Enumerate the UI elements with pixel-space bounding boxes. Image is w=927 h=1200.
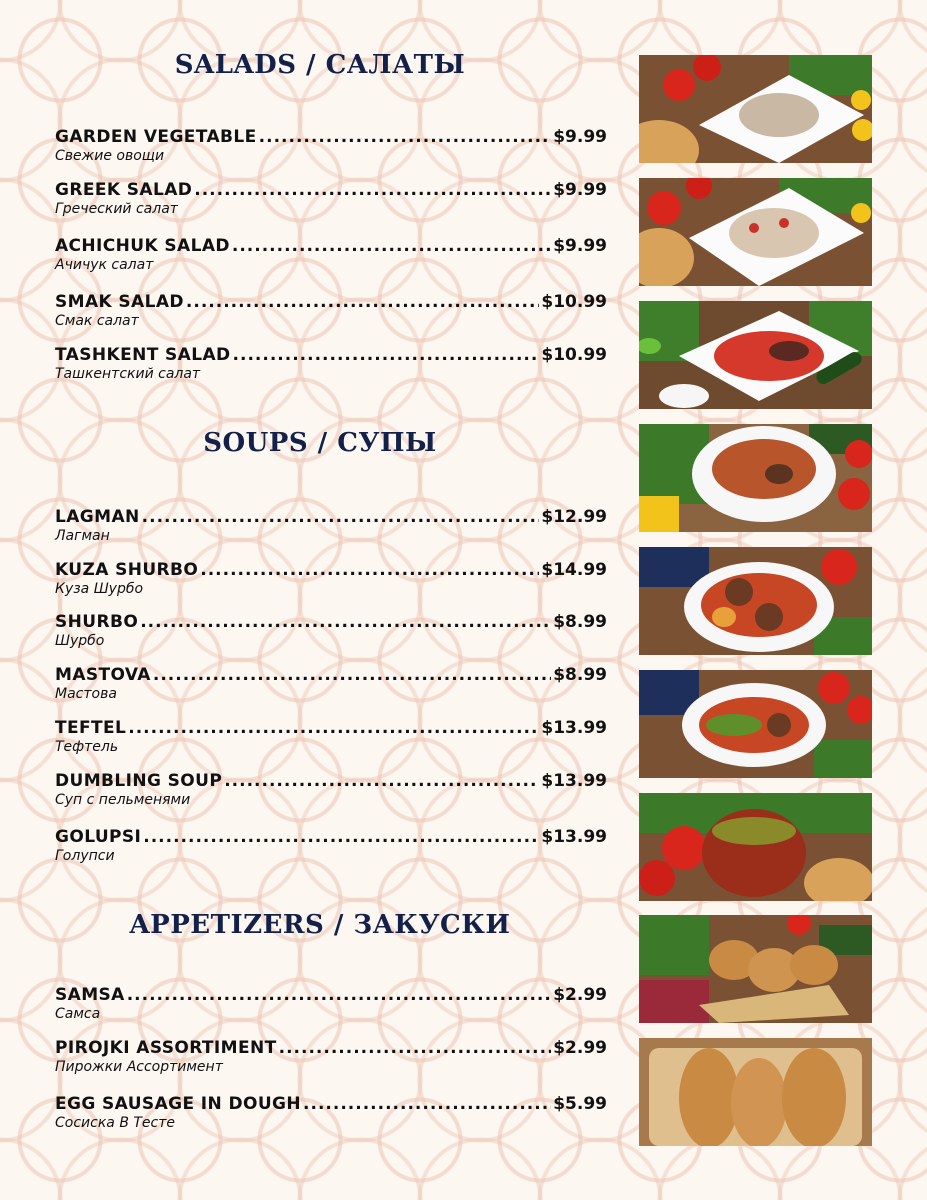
menu-item: [55, 560, 607, 597]
dot-leader: [128, 718, 539, 738]
item-price: $10.99: [541, 292, 607, 312]
item-name: PIROJKI ASSORTIMENT: [55, 1038, 277, 1058]
item-subtitle: Ташкентский салат: [55, 366, 201, 382]
tomato-salad-photo: [639, 301, 872, 409]
item-name: LAGMAN: [55, 507, 140, 527]
item-subtitle: Шурбо: [55, 633, 105, 649]
menu-item: [55, 236, 607, 273]
meatball-bowl-photo: [639, 547, 872, 655]
dot-leader: [142, 507, 540, 527]
item-price: $5.99: [553, 1094, 607, 1114]
item-subtitle: Смак салат: [55, 313, 139, 329]
item-name: TASHKENT SALAD: [55, 345, 231, 365]
dot-leader: [143, 827, 539, 847]
item-subtitle: Ачичук салат: [55, 257, 154, 273]
item-price: $2.99: [553, 985, 607, 1005]
item-name: ACHICHUK SALAD: [55, 236, 230, 256]
dot-leader: [153, 665, 551, 685]
item-price: $13.99: [541, 771, 607, 791]
salad-plate-photo: [639, 178, 872, 286]
dot-leader: [233, 345, 540, 365]
item-price: $13.99: [541, 827, 607, 847]
item-subtitle: Лагман: [55, 528, 110, 544]
dot-leader: [224, 771, 539, 791]
item-name: KUZA SHURBO: [55, 560, 199, 580]
menu-item: [55, 827, 607, 864]
item-price: $2.99: [553, 1038, 607, 1058]
menu-item: [55, 771, 607, 808]
item-subtitle: Суп с пельменями: [55, 792, 191, 808]
samsa-pastry-photo: [639, 915, 872, 1023]
menu-item: [55, 292, 607, 329]
dot-leader: [186, 292, 539, 312]
item-name: SAMSA: [55, 985, 125, 1005]
dot-leader: [127, 985, 552, 1005]
item-name: MASTOVA: [55, 665, 151, 685]
section-title-salads: SALADS / САЛАТЫ: [174, 50, 466, 80]
item-price: $13.99: [541, 718, 607, 738]
item-name: GREEK SALAD: [55, 180, 193, 200]
item-price: $9.99: [553, 127, 607, 147]
menu-item: [55, 507, 607, 544]
dot-leader: [259, 127, 552, 147]
menu-item: [55, 1038, 607, 1075]
item-subtitle: Тефтель: [55, 739, 119, 755]
dot-leader: [140, 612, 551, 632]
item-price: $8.99: [553, 612, 607, 632]
menu-item: [55, 665, 607, 702]
item-name: SMAK SALAD: [55, 292, 184, 312]
item-subtitle: Самса: [55, 1006, 101, 1022]
item-name: SHURBO: [55, 612, 139, 632]
item-price: $12.99: [541, 507, 607, 527]
stuffed-pepper-bowl-photo: [639, 670, 872, 778]
pirojki-bread-photo: [639, 1038, 872, 1146]
clay-pot-soup-photo: [639, 793, 872, 901]
menu-item: [55, 180, 607, 217]
dot-leader: [232, 236, 551, 256]
menu-item: [55, 612, 607, 649]
dot-leader: [303, 1094, 551, 1114]
menu-item: [55, 718, 607, 755]
item-name: GARDEN VEGETABLE: [55, 127, 257, 147]
item-subtitle: Пирожки Ассортимент: [55, 1059, 223, 1075]
dot-leader: [200, 560, 539, 580]
section-title-soups: SOUPS / СУПЫ: [203, 428, 437, 458]
item-subtitle: Голупси: [55, 848, 115, 864]
salad-plate-photo: [639, 55, 872, 163]
item-price: $8.99: [553, 665, 607, 685]
item-subtitle: Куза Шурбо: [55, 581, 144, 597]
item-price: $9.99: [553, 236, 607, 256]
menu-item: [55, 345, 607, 382]
menu-item: [55, 127, 607, 164]
item-subtitle: Мастова: [55, 686, 117, 702]
item-price: $14.99: [541, 560, 607, 580]
item-subtitle: Сосиска В Тесте: [55, 1115, 176, 1131]
item-price: $10.99: [541, 345, 607, 365]
item-name: GOLUPSI: [55, 827, 142, 847]
item-name: DUMBLING SOUP: [55, 771, 223, 791]
item-subtitle: Греческий салат: [55, 201, 178, 217]
dot-leader: [194, 180, 551, 200]
menu-item: [55, 1094, 607, 1131]
dot-leader: [279, 1038, 552, 1058]
soup-bowl-photo: [639, 424, 872, 532]
section-title-appetizers: APPETIZERS / ЗАКУСКИ: [129, 910, 511, 940]
menu-item: [55, 985, 607, 1022]
item-name: TEFTEL: [55, 718, 127, 738]
item-price: $9.99: [553, 180, 607, 200]
item-subtitle: Свежие овощи: [55, 148, 165, 164]
item-name: EGG SAUSAGE IN DOUGH: [55, 1094, 302, 1114]
